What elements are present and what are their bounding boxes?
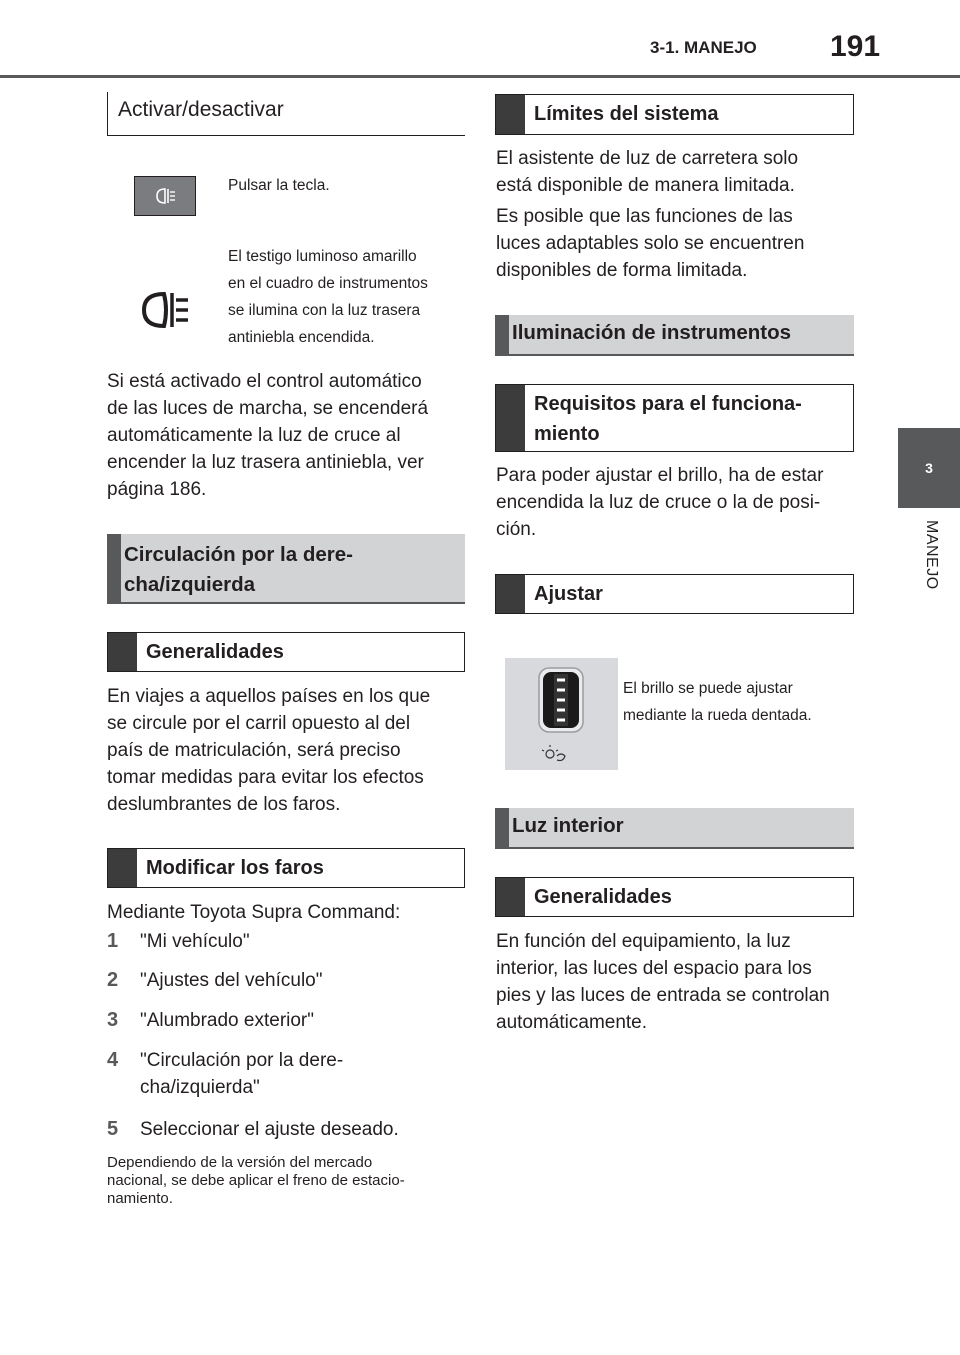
step-text: cha/izquierda" xyxy=(140,1077,260,1098)
fog-light-button-icon xyxy=(134,176,196,216)
icon-row2-line: se ilumina con la luz trasera xyxy=(228,302,421,319)
heading-modificar-text: Modificar los faros xyxy=(146,857,324,879)
paragraph-line: luces adaptables solo se encuentren xyxy=(496,233,805,254)
step-5 xyxy=(107,1116,399,1143)
paragraph-line: tomar medidas para evitar los efectos xyxy=(107,767,424,788)
step-3 xyxy=(107,1007,315,1034)
step-number: 1 xyxy=(107,930,119,952)
paragraph-requisitos xyxy=(496,462,823,543)
ajustar-line: mediante la rueda dentada. xyxy=(623,707,812,724)
step-number: 2 xyxy=(107,969,119,991)
step-4 xyxy=(107,1047,344,1098)
heading-accent-bar xyxy=(496,385,525,451)
heading-ajustar xyxy=(495,574,854,614)
icon-row1-text: Pulsar la tecla. xyxy=(228,177,330,194)
section-title: 3-1. MANEJO xyxy=(650,38,757,57)
heading-iluminacion-text: Iluminación de instrumentos xyxy=(512,321,792,344)
paragraph-limites-2 xyxy=(496,203,804,284)
heading-generalidades-right xyxy=(495,877,854,917)
heading-line: Requisitos para el funciona- xyxy=(534,393,802,415)
heading-requisitos xyxy=(495,384,854,452)
heading-accent-bar xyxy=(108,849,137,887)
heading-generalidades-left xyxy=(107,632,465,672)
paragraph-line: En función del equipamiento, la luz xyxy=(496,931,791,952)
paragraph-auto-control xyxy=(107,368,428,503)
chapter-tab-label: MANEJO xyxy=(923,520,940,590)
brightness-wheel-photo xyxy=(505,658,618,770)
header-divider xyxy=(0,75,960,78)
paragraph-line: automáticamente la luz de cruce al xyxy=(107,425,401,446)
heading-line: miento xyxy=(534,423,600,445)
heading-accent-bar xyxy=(496,878,525,916)
heading-accent-bar xyxy=(495,315,509,354)
heading-accent-bar xyxy=(496,575,525,613)
step-text: "Mi vehículo" xyxy=(140,931,250,952)
heading-limites xyxy=(495,94,854,135)
paragraph-line: encendida la luz de cruce o la de posi- xyxy=(496,492,821,513)
paragraph-line: pies y las luces de entrada se controlan xyxy=(496,985,830,1006)
step-1 xyxy=(107,928,250,955)
heading-activar-text: Activar/desactivar xyxy=(118,98,284,121)
paragraph-line: encender la luz trasera antiniebla, ver xyxy=(107,452,424,473)
step-2 xyxy=(107,967,323,994)
heading-requisitos-text xyxy=(534,389,802,449)
heading-generalidades-text: Generalidades xyxy=(146,641,284,663)
step-number: 3 xyxy=(107,1009,119,1031)
heading-circulacion xyxy=(107,534,465,604)
heading-accent-bar xyxy=(108,633,137,671)
paragraph-line: Para poder ajustar el brillo, ha de estar xyxy=(496,465,824,486)
heading-modificar xyxy=(107,848,465,888)
command-intro: Mediante Toyota Supra Command: xyxy=(107,902,401,923)
paragraph-line: Si está activado el control automático xyxy=(107,371,422,392)
paragraph-line: página 186. xyxy=(107,479,207,500)
step-text: "Ajustes del vehículo" xyxy=(140,970,323,991)
paragraph-line: país de matriculación, será preciso xyxy=(107,740,401,761)
paragraph-line: deslumbrantes de los faros. xyxy=(107,794,341,815)
paragraph-line: de las luces de marcha, se encenderá xyxy=(107,398,429,419)
paragraph-luz-interior xyxy=(496,928,830,1036)
heading-line: cha/izquierda xyxy=(124,573,256,596)
paragraph-line: En viajes a aquellos países en los que xyxy=(107,686,431,707)
paragraph-line: El asistente de luz de carretera solo xyxy=(496,148,799,169)
heading-iluminacion xyxy=(495,315,854,356)
heading-activar xyxy=(107,92,465,136)
icon-row2-line: antiniebla encendida. xyxy=(228,329,375,346)
step-text: "Alumbrado exterior" xyxy=(140,1010,315,1031)
heading-luz-interior xyxy=(495,808,854,849)
note-line: Dependiendo de la versión del mercado xyxy=(107,1154,373,1171)
paragraph-line: disponibles de forma limitada. xyxy=(496,260,748,281)
ajustar-text xyxy=(623,675,812,729)
heading-limites-text: Límites del sistema xyxy=(534,103,719,125)
paragraph-line: interior, las luces del espacio para los xyxy=(496,958,812,979)
step-number: 5 xyxy=(107,1118,119,1140)
heading-circulacion-text xyxy=(124,540,353,600)
icon-row2-text xyxy=(228,243,428,351)
paragraph-line: ción. xyxy=(496,519,537,540)
heading-line: Circulación por la dere- xyxy=(124,543,353,566)
icon-row2-line: en el cuadro de instrumentos xyxy=(228,275,428,292)
heading-generalidades-text: Generalidades xyxy=(534,886,672,908)
heading-luz-interior-text: Luz interior xyxy=(512,814,624,837)
paragraph-line: automáticamente. xyxy=(496,1012,648,1033)
step-text: Seleccionar el ajuste deseado. xyxy=(140,1119,399,1140)
paragraph-limites xyxy=(496,145,798,199)
note-parking-brake xyxy=(107,1154,405,1208)
paragraph-line: Es posible que las funciones de las xyxy=(496,206,793,227)
note-line: namiento. xyxy=(107,1190,173,1207)
paragraph-line: está disponible de manera limitada. xyxy=(496,175,795,196)
chapter-tab: 3 xyxy=(898,428,960,508)
page-number: 191 xyxy=(830,30,881,63)
paragraph-circulacion xyxy=(107,683,430,818)
rear-fog-indicator-icon xyxy=(140,290,192,330)
heading-accent-bar xyxy=(495,808,509,847)
heading-ajustar-text: Ajustar xyxy=(534,583,603,605)
step-number: 4 xyxy=(107,1049,119,1071)
step-text: "Circulación por la dere- xyxy=(140,1050,344,1071)
heading-accent-bar xyxy=(496,95,525,134)
heading-accent-bar xyxy=(107,534,121,602)
paragraph-line: se circule por el carril opuesto al del xyxy=(107,713,411,734)
note-line: nacional, se debe aplicar el freno de estacio- xyxy=(107,1172,405,1189)
ajustar-line: El brillo se puede ajustar xyxy=(623,680,793,697)
icon-row2-line: El testigo luminoso amarillo xyxy=(228,248,417,265)
